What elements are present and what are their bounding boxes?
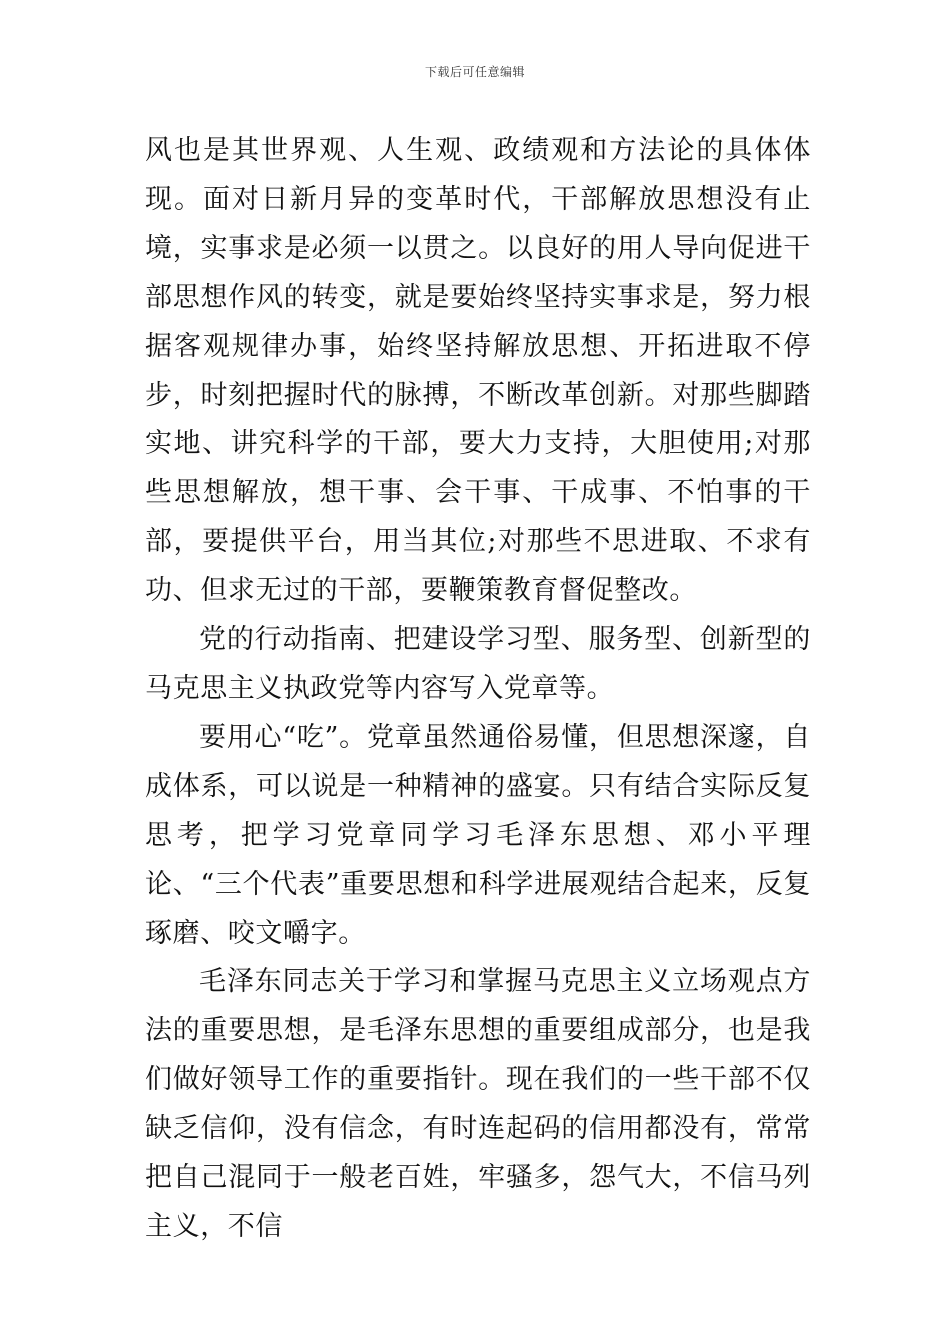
paragraph-2: 党的行动指南、把建设学习型、服务型、创新型的马克思主义执政党等内容写入党章等。 — [145, 624, 811, 704]
paragraph-1: 风也是其世界观、人生观、政绩观和方法论的具体体现。面对日新月异的变革时代，干部解放思想没有止境，实事求是必须一以贯之。以良好的用人导向促进干部思想作风的转变，就是要始终坚持实事求是，努力根据客观规律办事，始终坚持解放思想、开拓进取不停步，时刻把握时代的脉搏，不断改革创新。对那些脚踏实地、讲究科学的干部，要大力支持，大胆使用;对那些思想解放，想干事、会干事、干成事、不怕事的干部，要提供平台，用当其位;对那些不思进取、不求有功、但求无过的干部，要鞭策教育督促整改。 — [145, 135, 811, 607]
document-body — [145, 127, 811, 1252]
paragraph-4: 毛泽东同志关于学习和掌握马克思主义立场观点方法的重要思想，是毛泽东思想的重要组成部分，也是我们做好领导工作的重要指针。现在我们的一些干部不仅缺乏信仰，没有信念，有时连起码的信用都没有，常常把自己混同于一般老百姓，牢骚多，怨气大，不信马列主义，不信 — [145, 966, 811, 1242]
page-header: 下载后可任意编辑 — [424, 65, 525, 79]
paragraph-3: 要用心“吃”。党章虽然通俗易懂，但思想深邃，自成体系，可以说是一种精神的盛宴。只有结合实际反复思考，把学习党章同学习毛泽东思想、邓小平理论、“三个代表”重要思想和科学进展观结合起来，反复琢磨、咬文嚼字。 — [145, 721, 811, 949]
